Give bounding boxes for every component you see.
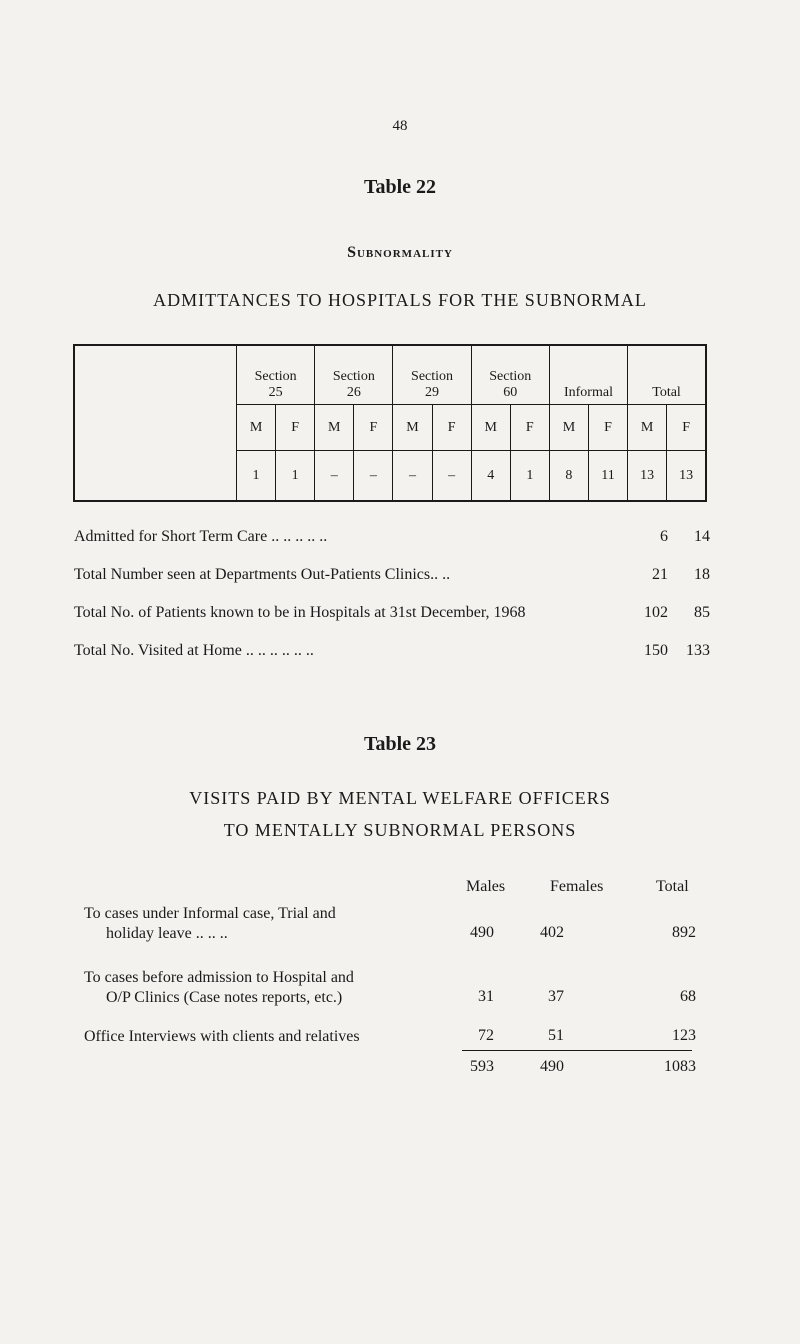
visit-males: 72 — [478, 1027, 494, 1044]
sex-header: M — [471, 405, 510, 451]
sex-header: M — [237, 405, 276, 451]
sex-header: M — [549, 405, 588, 451]
sex-header: M — [393, 405, 432, 451]
stat-value-1: 6 — [660, 528, 668, 545]
table22-subtitle: Subnormality — [347, 244, 453, 261]
group-header: Section 60 — [471, 345, 549, 405]
value-cell: 11 — [588, 451, 627, 502]
stat-value-2: 14 — [694, 528, 710, 545]
visit-row-label: To cases under Informal case, Trial and holiday leave .. .. .. — [84, 905, 336, 942]
total-males: 593 — [470, 1058, 494, 1075]
admittances-table — [73, 344, 707, 502]
value-cell: 1 — [510, 451, 549, 502]
visit-females: 51 — [548, 1027, 564, 1044]
page-number: 48 — [392, 118, 408, 134]
visit-row-label: Office Interviews with clients and relatives — [84, 1028, 360, 1045]
stat-label: Total Number seen at Departments Out-Patients Clinics.. .. — [74, 566, 451, 583]
total-total: 1083 — [664, 1058, 696, 1075]
visit-females: 402 — [540, 924, 564, 941]
value-cell: – — [393, 451, 432, 502]
total-females: 490 — [540, 1058, 564, 1075]
stat-value-1: 102 — [644, 604, 668, 621]
group-header: Informal — [549, 345, 627, 405]
value-cell: 13 — [628, 451, 667, 502]
sex-header: F — [510, 405, 549, 451]
stat-label: Admitted for Short Term Care .. .. .. .. .. — [74, 528, 328, 545]
table22-title: Table 22 — [363, 176, 437, 198]
visit-total: 892 — [672, 924, 696, 941]
group-header: Section 25 — [237, 345, 315, 405]
group-header: Section 29 — [393, 345, 471, 405]
stat-label: Total No. Visited at Home .. .. .. .. .. .. — [74, 642, 314, 659]
stat-value-1: 150 — [644, 642, 668, 659]
sex-header: F — [276, 405, 315, 451]
table23-title: Table 23 — [363, 733, 437, 755]
visit-males: 31 — [478, 988, 494, 1005]
stat-value-2: 133 — [686, 642, 710, 659]
stat-value-1: 21 — [652, 566, 668, 583]
sex-header: F — [354, 405, 393, 451]
value-cell: – — [354, 451, 393, 502]
stat-value-2: 85 — [694, 604, 710, 621]
value-cell: – — [315, 451, 354, 502]
visit-total: 68 — [680, 988, 696, 1005]
table23-heading-line1: VISITS PAID BY MENTAL WELFARE OFFICERS — [189, 788, 611, 808]
visit-males: 490 — [470, 924, 494, 941]
column-header-females: Females — [550, 878, 604, 895]
blank-corner-cell — [74, 345, 237, 501]
column-header-males: Males — [466, 878, 506, 895]
table23-heading-line2: TO MENTALLY SUBNORMAL PERSONS — [223, 820, 577, 840]
visit-females: 37 — [548, 988, 564, 1005]
stat-value-2: 18 — [694, 566, 710, 583]
value-cell: 13 — [667, 451, 706, 502]
stat-label: Total No. of Patients known to be in Hospitals at 31st December, 1968 — [74, 604, 526, 621]
visit-row-label: To cases before admission to Hospital and O/P Clinics (Case notes reports, etc.) — [84, 969, 354, 1006]
sex-header: F — [588, 405, 627, 451]
value-cell: – — [432, 451, 471, 502]
visit-total: 123 — [672, 1027, 696, 1044]
value-cell: 4 — [471, 451, 510, 502]
group-header: Section 26 — [315, 345, 393, 405]
sex-header: F — [432, 405, 471, 451]
sex-header: M — [628, 405, 667, 451]
value-cell: 1 — [237, 451, 276, 502]
sex-header: F — [667, 405, 706, 451]
value-cell: 8 — [549, 451, 588, 502]
table22-heading: ADMITTANCES TO HOSPITALS FOR THE SUBNORMAL — [153, 290, 647, 310]
group-header: Total — [628, 345, 706, 405]
value-cell: 1 — [276, 451, 315, 502]
column-header-total: Total — [656, 878, 689, 895]
total-rule — [462, 1050, 692, 1051]
sex-header: M — [315, 405, 354, 451]
